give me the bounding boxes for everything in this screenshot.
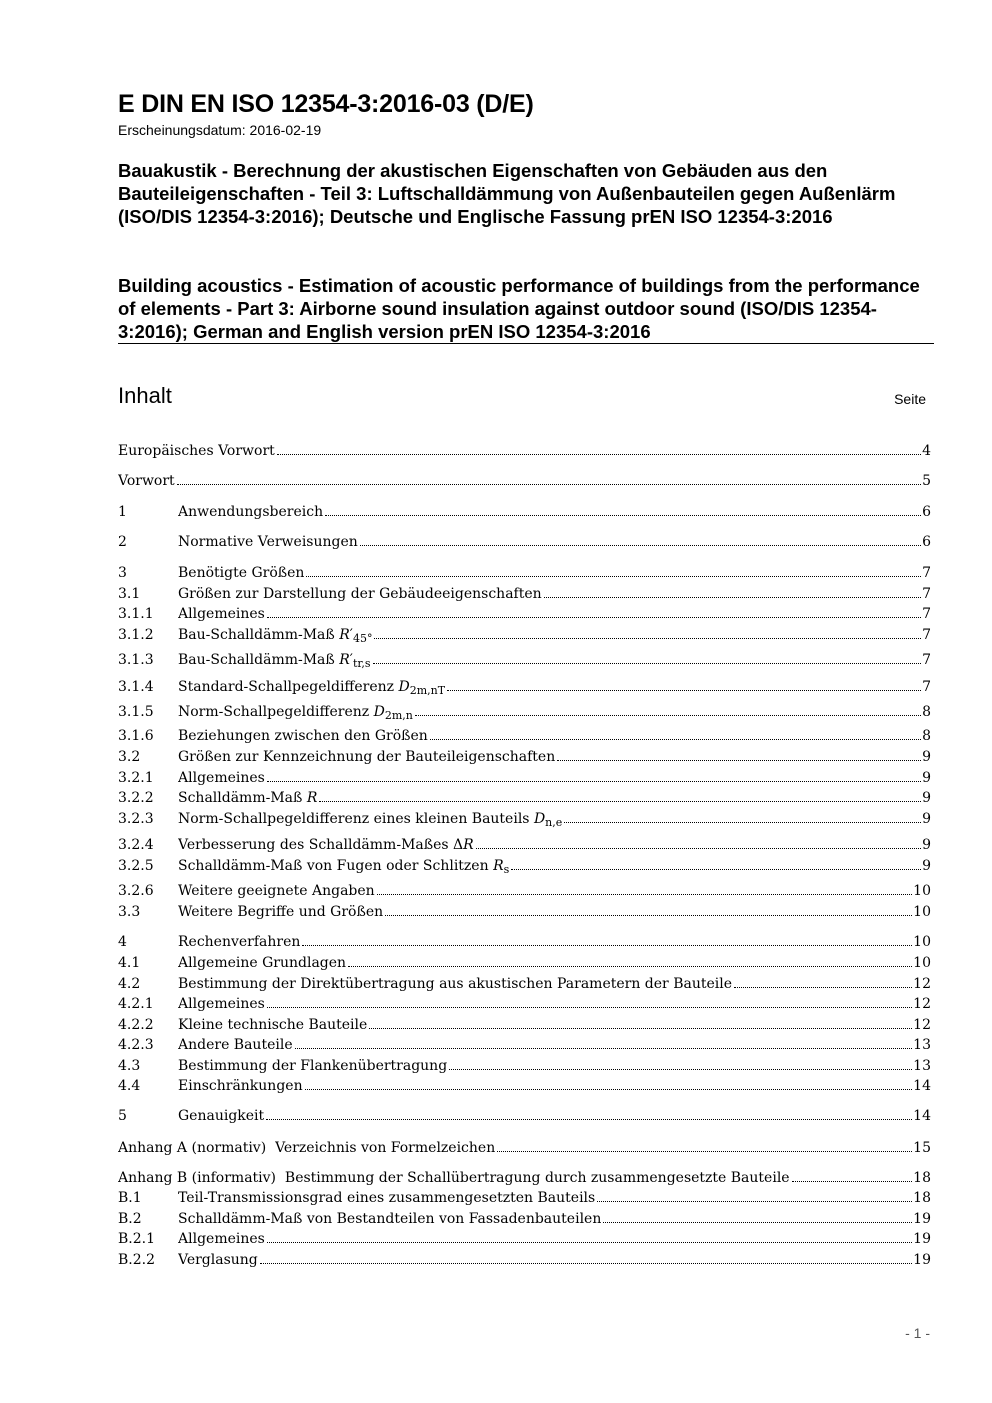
toc-entry-page: 12	[913, 1017, 931, 1033]
toc-entry-page: 9	[922, 837, 931, 853]
header-divider	[118, 343, 934, 344]
toc-entry-number: 4	[118, 934, 127, 950]
toc-leader-dots	[597, 1201, 912, 1202]
toc-entry-number: 4.2.3	[118, 1037, 154, 1053]
toc-entry-number: 3.1.3	[118, 652, 154, 668]
toc-entry-number: 3.3	[118, 904, 141, 920]
toc-entry[interactable]	[118, 994, 931, 1014]
toc-entry-number: 4.2.1	[118, 996, 154, 1012]
toc-entry-title: Einschränkungen	[178, 1078, 303, 1094]
toc-entry-title: Allgemeines	[178, 1231, 265, 1247]
toc-leader-dots	[449, 1069, 912, 1070]
toc-entry[interactable]	[118, 1250, 931, 1270]
toc-entry-title: Größen zur Kennzeichnung der Bauteileigenschaften	[178, 749, 556, 765]
toc-page-label: Seite	[894, 391, 926, 407]
toc-entry-title: Bestimmung der Flankenübertragung	[178, 1058, 448, 1074]
toc-leader-dots	[305, 1089, 913, 1090]
toc-entry-title: Genauigkeit	[178, 1108, 265, 1124]
toc-entry-page: 8	[922, 728, 931, 744]
toc-entry-page: 19	[913, 1211, 931, 1227]
toc-entry-title: Größen zur Darstellung der Gebäudeeigenschaften	[178, 586, 542, 602]
toc-entry[interactable]	[118, 932, 931, 952]
toc-entry-title: Schalldämm-Maß R	[178, 790, 318, 806]
toc-leader-dots	[267, 617, 921, 618]
toc-entry-page: 7	[922, 606, 931, 622]
toc-entry-number: 4.4	[118, 1078, 141, 1094]
toc-entry-page: 7	[922, 679, 931, 695]
toc-entry-title: Beziehungen zwischen den Größen	[178, 728, 428, 744]
toc-entry-title: Verglasung	[178, 1252, 258, 1268]
toc-entry-number: 3.2.1	[118, 770, 154, 786]
toc-entry-number: 4.3	[118, 1058, 141, 1074]
toc-entry-number: B.2.2	[118, 1252, 156, 1268]
toc-entry-page: 12	[913, 996, 931, 1012]
toc-entry-page: 7	[922, 652, 931, 668]
toc-leader-dots	[306, 576, 921, 577]
date-label: Erscheinungsdatum:	[118, 122, 246, 138]
toc-leader-dots	[295, 1048, 913, 1049]
toc-entry-page: 9	[922, 790, 931, 806]
toc-entry[interactable]	[118, 702, 931, 722]
toc-leader-dots	[447, 690, 921, 691]
toc-entry[interactable]	[118, 974, 931, 994]
publication-date	[118, 122, 321, 138]
toc-leader-dots	[415, 715, 921, 716]
toc-entry[interactable]	[118, 768, 931, 788]
toc-entry-title: Normative Verweisungen	[178, 534, 358, 550]
toc-entry-page: 9	[922, 770, 931, 786]
toc-entry[interactable]	[118, 677, 931, 697]
toc-entry-page: 7	[922, 586, 931, 602]
toc-entry-number: B.2	[118, 1211, 142, 1227]
toc-entry-page: 18	[913, 1190, 931, 1206]
toc-entry-page: 9	[922, 749, 931, 765]
toc-entry-number: 1	[118, 504, 127, 520]
toc-entry-page: 10	[913, 904, 931, 920]
toc-entry-title: Bau-Schalldämm-Maß $R'_{45^\circ}$	[178, 627, 373, 645]
toc-leader-dots	[497, 1151, 912, 1152]
toc-entry-page: 10	[913, 955, 931, 971]
toc-entry-page: 7	[922, 565, 931, 581]
toc-leader-dots	[430, 739, 921, 740]
toc-entry-page: 6	[922, 534, 931, 550]
toc-entry-title: Allgemeines	[178, 996, 265, 1012]
toc-leader-dots	[374, 638, 921, 639]
toc-entry-page: 9	[922, 858, 931, 874]
toc-entry-title: Bau-Schalldämm-Maß $R'_{tr,s}$	[178, 652, 371, 670]
toc-leader-dots	[266, 1119, 912, 1120]
toc-entry-number: 3.1	[118, 586, 141, 602]
toc-leader-dots	[360, 545, 921, 546]
toc-entry-page: 13	[913, 1058, 931, 1074]
toc-entry-page: 18	[913, 1170, 931, 1186]
page-number: - 1 -	[905, 1325, 930, 1341]
toc-entry-page: 19	[913, 1252, 931, 1268]
toc-entry-number: 4.2.2	[118, 1017, 154, 1033]
date-value: 2016-02-19	[249, 122, 322, 138]
toc-leader-dots	[476, 848, 921, 849]
toc-entry-title: Standard-Schallpegeldifferenz $D_{2m,nT}$	[178, 679, 446, 697]
toc-entry-number: 3.1.2	[118, 627, 154, 643]
toc-entry-title: Rechenverfahren	[178, 934, 301, 950]
toc-entry-number: 2	[118, 534, 127, 550]
toc-entry-number: 3.1.5	[118, 704, 154, 720]
toc-entry-page: 19	[913, 1231, 931, 1247]
toc-leader-dots	[734, 987, 912, 988]
toc-leader-dots	[267, 1242, 912, 1243]
toc-entry-page: 10	[913, 883, 931, 899]
toc-leader-dots	[603, 1222, 912, 1223]
toc-entry-title: Schalldämm-Maß von Bestandteilen von Fassadenbauteilen	[178, 1211, 602, 1227]
toc-entry-title: Bestimmung der Direktübertragung aus akustischen Parametern der Bauteile	[178, 976, 732, 992]
toc-leader-dots	[792, 1181, 913, 1182]
toc-entry[interactable]	[118, 953, 931, 973]
toc-leader-dots	[348, 966, 912, 967]
toc-entry[interactable]	[118, 856, 931, 876]
toc-leader-dots	[260, 1263, 912, 1264]
toc-entry-number: 3.1.6	[118, 728, 154, 744]
toc-leader-dots	[369, 1028, 912, 1029]
toc-entry-number: 3.2.2	[118, 790, 154, 806]
toc-entry[interactable]	[118, 1076, 931, 1096]
toc-entry-number: 3.2.4	[118, 837, 154, 853]
toc-leader-dots	[302, 945, 912, 946]
toc-entry-title: Anhang B (informativ) Bestimmung der Schallübertragung durch zusammengesetzte Bauteile	[118, 1170, 790, 1186]
toc-entry-page: 6	[922, 504, 931, 520]
toc-entry-page: 7	[922, 627, 931, 643]
toc-entry-title: Allgemeine Grundlagen	[178, 955, 347, 971]
toc-entry[interactable]	[118, 604, 931, 624]
title-english: Building acoustics - Estimation of acoustic performance of buildings from the performance of elements - Part 3: Airborne sound insulation against outdoor sound (ISO/DIS 12354-3:2016); German and English version prEN ISO 12354-3:2016	[118, 275, 920, 342]
toc-leader-dots	[373, 663, 922, 664]
toc-entry[interactable]	[118, 1056, 931, 1076]
toc-entry-page: 9	[922, 811, 931, 827]
toc-entry[interactable]	[118, 625, 931, 645]
document-id: E DIN EN ISO 12354-3:2016-03 (D/E)	[118, 90, 534, 118]
toc-entry-title: Andere Bauteile	[178, 1037, 293, 1053]
toc-entry-number: 3.1.1	[118, 606, 154, 622]
toc-entry[interactable]	[118, 809, 931, 829]
toc-entry-title: Verbesserung des Schalldämm-Maßes ΔR	[178, 837, 474, 853]
toc-entry-title: Kleine technische Bauteile	[178, 1017, 368, 1033]
toc-entry[interactable]	[118, 502, 931, 522]
toc-entry-title: Weitere Begriffe und Größen	[178, 904, 384, 920]
toc-entry-title: Norm-Schallpegeldifferenz eines kleinen Bauteils $D_{n,e}$	[178, 811, 563, 829]
toc-entry-number: B.1	[118, 1190, 142, 1206]
toc-leader-dots	[377, 894, 912, 895]
toc-leader-dots	[177, 484, 921, 485]
toc-entry-number: 4.2	[118, 976, 141, 992]
toc-entry-page: 13	[913, 1037, 931, 1053]
toc-entry-number: B.2.1	[118, 1231, 156, 1247]
toc-leader-dots	[511, 869, 921, 870]
toc-entry-title: Teil-Transmissionsgrad eines zusammengesetzten Bauteils	[178, 1190, 596, 1206]
toc-leader-dots	[319, 801, 921, 802]
toc-entry-number: 4.1	[118, 955, 141, 971]
toc-leader-dots	[267, 781, 921, 782]
toc-entry[interactable]	[118, 471, 931, 491]
toc-entry[interactable]	[118, 1209, 931, 1229]
toc-entry-title: Benötigte Größen	[178, 565, 305, 581]
toc-heading: Inhalt	[118, 383, 172, 408]
toc-entry[interactable]	[118, 726, 931, 746]
toc-entry[interactable]	[118, 747, 931, 767]
toc-leader-dots	[325, 515, 921, 516]
toc-entry[interactable]	[118, 902, 931, 922]
toc-entry-page: 4	[922, 443, 931, 459]
toc-entry[interactable]	[118, 881, 931, 901]
toc-entry[interactable]	[118, 1168, 931, 1188]
toc-entry[interactable]	[118, 532, 931, 552]
toc-entry-number: 3.1.4	[118, 679, 154, 695]
toc-entry[interactable]	[118, 1015, 931, 1035]
toc-entry[interactable]	[118, 835, 931, 855]
toc-entry-title: Vorwort	[118, 473, 175, 489]
toc-leader-dots	[564, 822, 921, 823]
toc-entry-title: Allgemeines	[178, 770, 265, 786]
toc-entry-number: 3.2.6	[118, 883, 154, 899]
toc-entry-title: Anwendungsbereich	[178, 504, 324, 520]
toc-entry-page: 12	[913, 976, 931, 992]
toc-entry-title: Europäisches Vorwort	[118, 443, 275, 459]
toc-entry[interactable]	[118, 441, 931, 461]
toc-entry[interactable]	[118, 1106, 931, 1126]
toc-entry[interactable]	[118, 584, 931, 604]
title-german: Bauakustik - Berechnung der akustischen Eigenschaften von Gebäuden aus den Bauteileigenschaften - Teil 3: Luftschalldämmung von Außenbauteilen gegen Außenlärm (ISO/DIS 12354-3:2016); Deutsche und Englische Fassung prEN ISO 12354-3:2016	[118, 160, 896, 227]
toc-entry-title: Anhang A (normativ) Verzeichnis von Formelzeichen	[118, 1140, 496, 1156]
toc-entry[interactable]	[118, 650, 931, 670]
toc-entry-title: Schalldämm-Maß von Fugen oder Schlitzen $R_s$	[178, 858, 510, 876]
toc-entry-page: 8	[922, 704, 931, 720]
toc-entry-page: 5	[922, 473, 931, 489]
toc-entry[interactable]	[118, 1188, 931, 1208]
toc-entry[interactable]	[118, 1138, 931, 1158]
toc-entry[interactable]	[118, 788, 931, 808]
toc-entry-number: 3.2	[118, 749, 141, 765]
toc-leader-dots	[544, 597, 921, 598]
toc-leader-dots	[267, 1007, 912, 1008]
toc-entry-page: 14	[913, 1078, 931, 1094]
toc-entry[interactable]	[118, 1229, 931, 1249]
toc-entry[interactable]	[118, 563, 931, 583]
toc-leader-dots	[557, 760, 921, 761]
toc-leader-dots	[385, 915, 912, 916]
toc-entry-number: 3	[118, 565, 127, 581]
toc-leader-dots	[277, 454, 921, 455]
toc-entry-number: 5	[118, 1108, 127, 1124]
toc-entry-title: Weitere geeignete Angaben	[178, 883, 375, 899]
toc-entry-page: 14	[913, 1108, 931, 1124]
toc-entry-page: 10	[913, 934, 931, 950]
toc-entry-title: Allgemeines	[178, 606, 265, 622]
toc-entry-page: 15	[913, 1140, 931, 1156]
toc-entry-number: 3.2.3	[118, 811, 154, 827]
toc-entry-number: 3.2.5	[118, 858, 154, 874]
toc-entry[interactable]	[118, 1035, 931, 1055]
toc-entry-title: Norm-Schallpegeldifferenz $D_{2m,n}$	[178, 704, 413, 722]
